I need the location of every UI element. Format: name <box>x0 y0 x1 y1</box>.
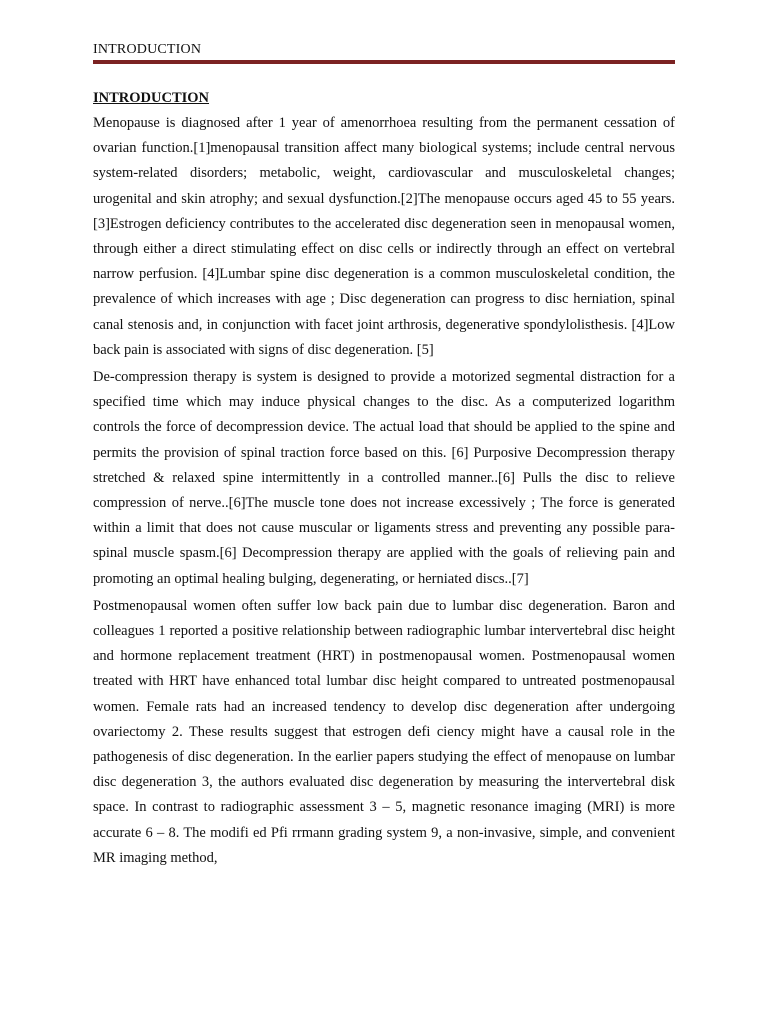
paragraph-postmenopausal: Postmenopausal women often suffer low back pain due to lumbar disc degeneration. Baron and colleagues 1 reported a positive relationship between radiographic lumbar intervertebral disc height and hormone replacement treatment (HRT) in postmenopausal women. Postmenopausal women treated with HRT have enhanced total lumbar disc height compared to untreated postmenopausal women. Female rats had an increased tendency to develop disc degeneration after undergoing ovariectomy 2. These results suggest that estrogen defi ciency might have a causal role in the pathogenesis of disc degeneration. In the earlier papers studying the effect of menopause on lumbar disc degeneration 3, the authors evaluated disc degeneration by measuring the intervertebral disk space. In contrast to radiographic assessment 3 – 5, magnetic resonance imaging (MRI) is more accurate 6 – 8. The modifi ed Pfi rrmann grading system 9, a non-invasive, simple, and convenient MR imaging method, <box>93 597 675 866</box>
section-title: INTRODUCTION <box>93 90 210 106</box>
document-body <box>93 88 675 873</box>
running-header: INTRODUCTION <box>93 42 202 57</box>
paragraph-menopause: Menopause is diagnosed after 1 year of amenorrhoea resulting from the permanent cessation of ovarian function.[1]menopausal transition affect many biological systems; include central nervous system-related disorders; metabolic, weight, cardiovascular and musculoskeletal changes; urogenital and skin atrophy; and sexual dysfunction.[2]The menopause occurs aged 45 to 55 years.[3]Estrogen deficiency contributes to the accelerated disc degeneration seen in menopausal women, through either a direct stimulating effect on disc cells or indirectly through an effect on vertebral narrow perfusion. [4]Lumbar spine disc degeneration is a common musculoskeletal condition, the prevalence of which increases with age ; Disc degeneration can progress to disc herniation, spinal canal stenosis and, in conjunction with facet joint arthrosis, degenerative spondylolisthesis. [4]Low back pain is associated with signs of disc degeneration. [5] <box>93 115 675 358</box>
paragraph-decompression: De-compression therapy is system is designed to provide a motorized segmental distraction for a specified time which may induce physical changes to the disc. As a computerized logarithm controls the force of decompression device. The actual load that should be applied to the spine and permits the provision of spinal traction force based on this. [6] Purposive Decompression therapy stretched & relaxed spine intermittently in a controlled manner..[6] Pulls the disc to relieve compression of nerve..[6]The muscle tone does not increase excessively ; The force is generated within a limit that does not cause muscular or ligaments stress and preventing any possible para-spinal muscle spasm.[6] Decompression therapy are applied with the goals of relieving pain and promoting an optimal healing bulging, degenerating, or herniated discs..[7] <box>93 369 675 587</box>
header-divider <box>93 60 675 64</box>
